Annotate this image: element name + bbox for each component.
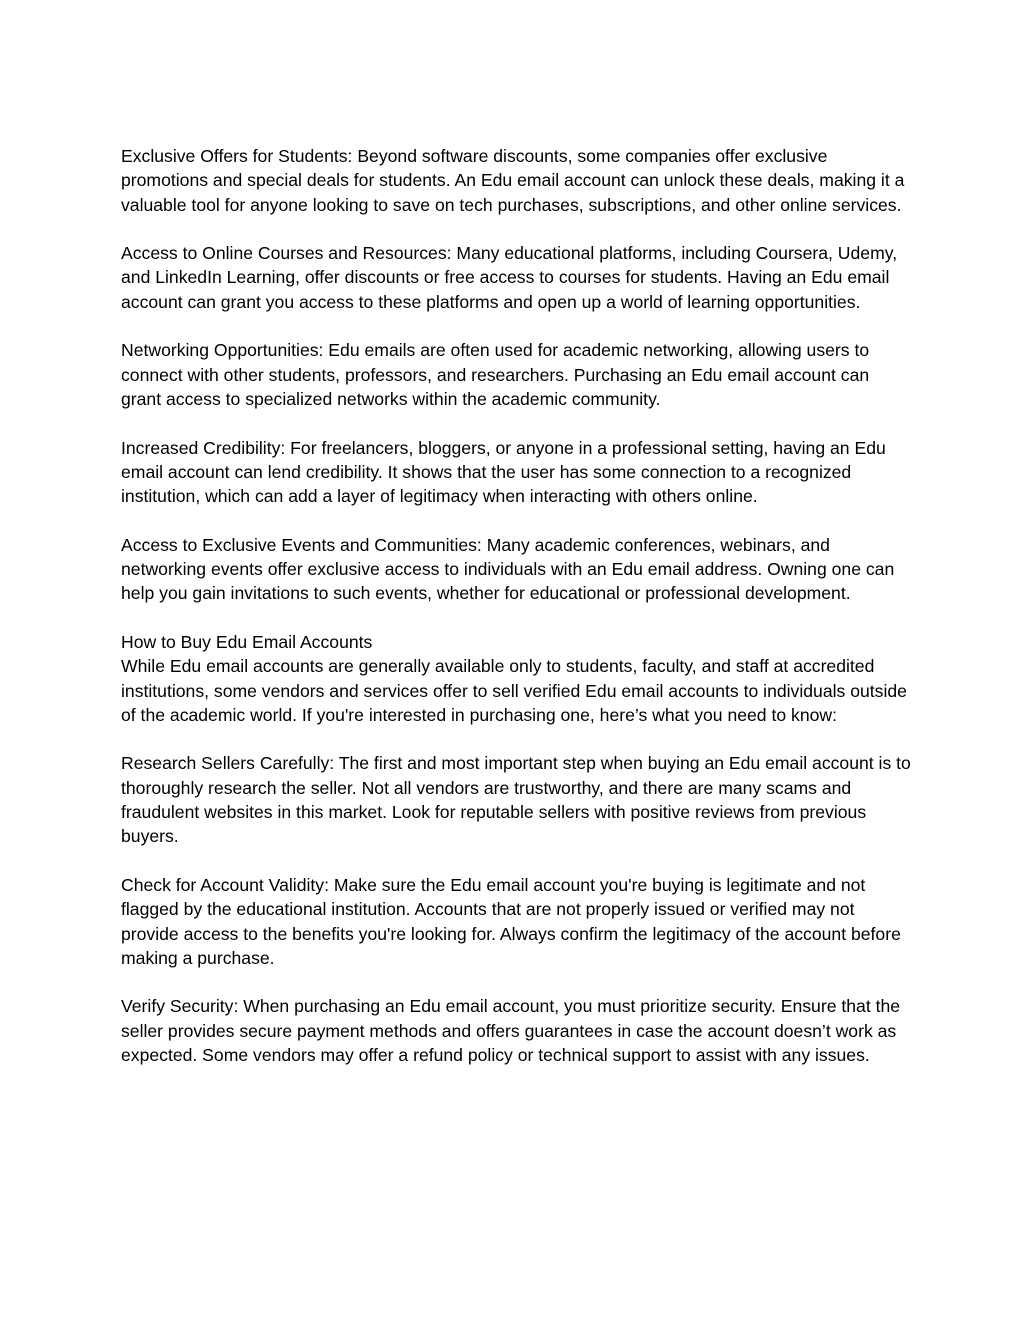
paragraph-verify-security: Verify Security: When purchasing an Edu email account, you must prioritize security. Ensure that the seller provides secure payment methods and offers guarantees in case the account doesn’t work as expected. Some vendors may offer a refund policy or technical support to assist with any issues. <box>121 996 901 1065</box>
document-page <box>121 144 911 1092</box>
paragraph-credibility: Increased Credibility: For freelancers, bloggers, or anyone in a professional setting, having an Edu email account can lend credibility. It shows that the user has some connection to a recognized institution, which can add a layer of legitimacy when interacting with others online. <box>121 437 886 507</box>
paragraph-events: Access to Exclusive Events and Communities: Many academic conferences, webinars, and networking events offer exclusive access to individuals with an Edu email address. Owning one can help you gain invitations to such events, whether for educational or professional development. <box>121 534 895 604</box>
paragraph-exclusive-offers: Exclusive Offers for Students: Beyond software discounts, some companies offer exclusive promotions and special deals for students. An Edu email account can unlock these deals, making it a valuable tool for anyone looking to save on tech purchases, subscriptions, and other online services. <box>121 146 905 215</box>
paragraph-online-courses: Access to Online Courses and Resources: Many educational platforms, including Coursera, Udemy, and LinkedIn Learning, offer discounts or free access to courses for students. Having an Edu email account can grant you access to these platforms and open up a world of learning opportunities. <box>121 243 898 312</box>
paragraph-research-sellers: Research Sellers Carefully: The first and most important step when buying an Edu email account is to thoroughly research the seller. Not all vendors are trustworthy, and there are many scams and fraudulent websites in this market. Look for reputable sellers with positive reviews from previous buyers. <box>121 753 911 847</box>
section-heading: How to Buy Edu Email Accounts <box>121 631 373 652</box>
paragraph-networking: Networking Opportunities: Edu emails are often used for academic networking, allowing users to connect with other students, professors, and researchers. Purchasing an Edu email account can grant access to specialized networks within the academic community. <box>121 340 870 409</box>
paragraph-account-validity: Check for Account Validity: Make sure the Edu email account you're buying is legitimate and not flagged by the educational institution. Accounts that are not properly issued or verified may not provide access to the benefits you're looking for. Always confirm the legitimacy of the account before making a purchase. <box>121 874 901 968</box>
section-intro: While Edu email accounts are generally available only to students, faculty, and staff at accredited institutions, some vendors and services offer to sell verified Edu email accounts to individuals outside of the academic world. If you're interested in purchasing one, here’s what you need to know: <box>121 656 907 725</box>
